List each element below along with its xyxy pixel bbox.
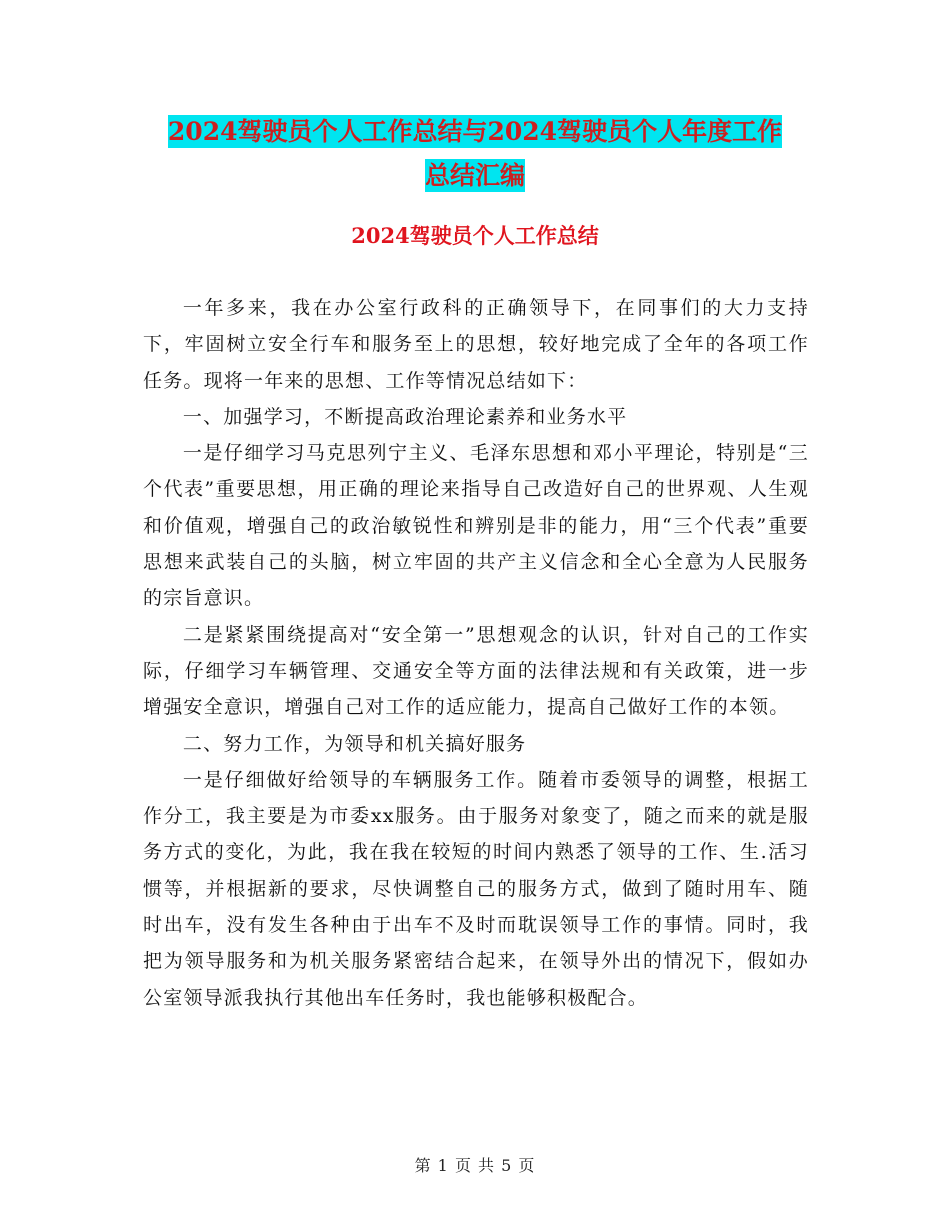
paragraph-intro: 一年多来，我在办公室行政科的正确领导下，在同事们的大力支持下，牢固树立安全行车和服务至上的思想，较好地完成了全年的各项工作任务。现将一年来的思想、工作等情况总结如下： (143, 297, 809, 392)
paragraph-study-2: 二是紧紧围绕提高对“安全第一”思想观念的认识，针对自己的工作实际，仔细学习车辆管理、交通安全等方面的法律法规和有关政策，进一步增强安全意识，增强自己对工作的适应能力，提高自己做好工作的本领。 (143, 623, 809, 719)
page-footer: 第 1 页 共 5 页 (414, 1156, 536, 1175)
document-body (143, 290, 809, 1016)
paragraph-study-1: 一是仔细学习马克思列宁主义、毛泽东思想和邓小平理论，特别是“三个代表”重要思想，用正确的理论来指导自己改造好自己的世界观、人生观和价值观，增强自己的政治敏锐性和辨别是非的能力，用“三个代表”重要思想来武装自己的头脑，树立牢固的共产主义信念和全心全意为人民服务的宗旨意识。 (143, 442, 809, 610)
section-title: 2024驾驶员个人工作总结 (351, 223, 599, 248)
document-title (0, 110, 950, 198)
section-heading-2: 二、努力工作，为领导和机关搞好服务 (182, 732, 527, 755)
paragraph-service-1: 一是仔细做好给领导的车辆服务工作。随着市委领导的调整，根据工作分工，我主要是为市委xx服务。由于服务对象变了，随之而来的就是服务方式的变化，为此，我在我在较短的时间内熟悉了领导的工作、生.活习惯等，并根据新的要求，尽快调整自己的服务方式，做到了随时用车、随时出车，没有发生各种由于出车不及时而耽误领导工作的事情。同时，我把为领导服务和为机关服务紧密结合起来，在领导外出的情况下，假如办公室领导派我执行其他出车任务时，我也能够积极配合。 (143, 768, 809, 1009)
title-line-1: 2024驾驶员个人工作总结与2024驾驶员个人年度工作 (167, 117, 783, 146)
section-heading-1: 一、加强学习，不断提高政治理论素养和业务水平 (182, 405, 628, 428)
title-line-2: 总结汇编 (424, 161, 525, 190)
